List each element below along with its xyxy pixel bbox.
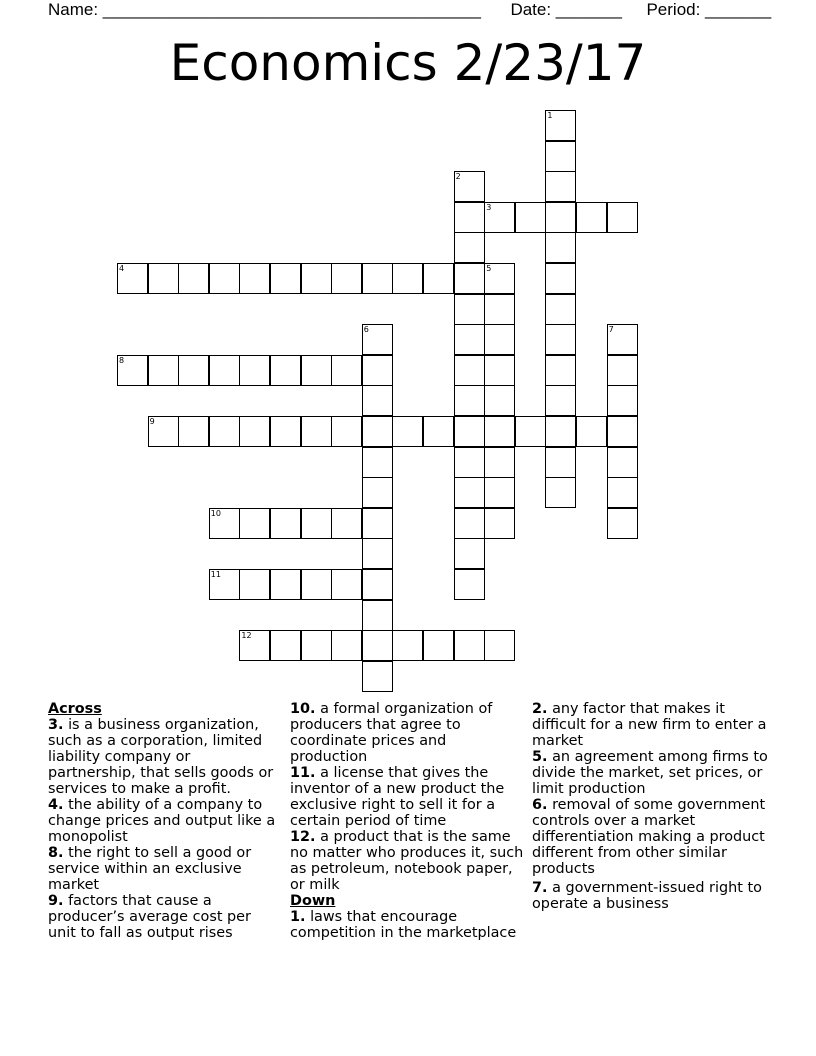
grid-cell[interactable] xyxy=(239,630,270,661)
grid-cell[interactable] xyxy=(545,447,576,478)
grid-cell[interactable] xyxy=(362,508,393,539)
grid-cell[interactable] xyxy=(454,171,485,202)
grid-cell[interactable] xyxy=(148,263,179,294)
grid-cell[interactable] xyxy=(301,416,332,447)
grid-cell[interactable] xyxy=(484,355,515,386)
grid-cell[interactable] xyxy=(331,569,362,600)
grid-cell[interactable] xyxy=(423,263,454,294)
clue-number-label: 9 xyxy=(149,417,155,426)
grid-cell[interactable] xyxy=(209,569,240,600)
grid-cell[interactable] xyxy=(607,477,638,508)
grid-cell[interactable] xyxy=(545,324,576,355)
grid-cell[interactable] xyxy=(454,477,485,508)
clues-column-3 xyxy=(532,701,772,912)
clue-number-label: 1 xyxy=(547,111,553,120)
grid-cell[interactable] xyxy=(454,324,485,355)
grid-cell[interactable] xyxy=(362,569,393,600)
grid-cell[interactable] xyxy=(392,416,423,447)
grid-cell[interactable] xyxy=(454,447,485,478)
grid-cell[interactable] xyxy=(484,447,515,478)
grid-cell[interactable] xyxy=(362,661,393,692)
across-heading: Across xyxy=(48,701,102,717)
clue-number-label: 12 xyxy=(241,631,252,641)
grid-cell[interactable] xyxy=(484,202,515,233)
clue-across-9: 9. factors that cause a producer’s average cost per unit to fall as output rises xyxy=(48,893,251,941)
grid-cell[interactable] xyxy=(239,263,270,294)
grid-cell[interactable] xyxy=(270,569,301,600)
grid-cell[interactable] xyxy=(545,294,576,325)
grid-cell[interactable] xyxy=(545,263,576,294)
clue-number-label: 10 xyxy=(210,508,221,518)
grid-cell[interactable] xyxy=(239,355,270,386)
grid-cell[interactable] xyxy=(454,385,485,416)
clue-number-label: 3 xyxy=(486,202,492,212)
grid-cell[interactable] xyxy=(607,447,638,478)
grid-cell[interactable] xyxy=(362,447,393,478)
grid-cell[interactable] xyxy=(545,355,576,386)
puzzle-title: Economics 2/23/17 xyxy=(169,34,647,92)
grid-cell[interactable] xyxy=(331,263,362,294)
clue-number-label: 8 xyxy=(119,355,125,365)
down-heading: Down xyxy=(290,893,336,909)
grid-cell[interactable] xyxy=(454,630,485,661)
grid-cell[interactable] xyxy=(301,508,332,539)
grid-cell[interactable] xyxy=(178,416,209,447)
grid-cell[interactable] xyxy=(270,263,301,294)
grid-cell[interactable] xyxy=(454,538,485,569)
grid-cell[interactable] xyxy=(301,630,332,661)
grid-cell[interactable] xyxy=(484,416,515,447)
grid-cell[interactable] xyxy=(331,416,362,447)
grid-cell[interactable] xyxy=(545,141,576,172)
grid-cell[interactable] xyxy=(545,171,576,202)
clue-across-11: 11. a license that gives the inventor of a new product the exclusive right to sell it for a certain period of time xyxy=(290,765,505,829)
grid-cell[interactable] xyxy=(209,355,240,386)
grid-cell[interactable] xyxy=(178,263,209,294)
grid-cell[interactable] xyxy=(607,508,638,539)
grid-cell[interactable] xyxy=(209,508,240,539)
grid-cell[interactable] xyxy=(209,416,240,447)
grid-cell[interactable] xyxy=(576,416,607,447)
grid-cell[interactable] xyxy=(270,508,301,539)
grid-cell[interactable] xyxy=(239,416,270,447)
grid-cell[interactable] xyxy=(239,569,270,600)
grid-cell[interactable] xyxy=(484,263,515,294)
clue-number-label: 11 xyxy=(210,570,221,579)
grid-cell[interactable] xyxy=(607,324,638,355)
grid-cell[interactable] xyxy=(209,263,240,294)
grid-cell[interactable] xyxy=(607,355,638,386)
grid-cell[interactable] xyxy=(117,355,148,386)
grid-cell[interactable] xyxy=(545,202,576,233)
clue-number-label: 4 xyxy=(119,264,125,273)
grid-cell[interactable] xyxy=(270,355,301,386)
grid-cell[interactable] xyxy=(545,110,576,141)
clue-down-6: 6. removal of some government controls over a market differentiation making a product different from other similar products xyxy=(532,797,766,877)
grid-cell[interactable] xyxy=(148,355,179,386)
grid-cell[interactable] xyxy=(392,263,423,294)
grid-cell[interactable] xyxy=(301,569,332,600)
grid-cell[interactable] xyxy=(301,263,332,294)
grid-cell[interactable] xyxy=(607,385,638,416)
clues-column-2 xyxy=(290,701,526,941)
grid-cell[interactable] xyxy=(484,630,515,661)
grid-cell[interactable] xyxy=(331,630,362,661)
grid-cell[interactable] xyxy=(423,630,454,661)
grid-cell[interactable] xyxy=(484,508,515,539)
clue-down-1: 1. laws that encourage competition in the marketplace xyxy=(290,909,517,941)
grid-cell[interactable] xyxy=(607,416,638,447)
grid-cell[interactable] xyxy=(239,508,270,539)
grid-cell[interactable] xyxy=(484,477,515,508)
grid-cell[interactable] xyxy=(454,202,485,233)
grid-cell[interactable] xyxy=(484,385,515,416)
grid-cell[interactable] xyxy=(331,508,362,539)
clue-down-7: 7. a government-issued right to operate a business xyxy=(532,880,762,912)
grid-cell[interactable] xyxy=(362,630,393,661)
grid-cell[interactable] xyxy=(484,294,515,325)
name-field[interactable]: Name: ________________________________________ xyxy=(48,0,481,19)
grid-cell[interactable] xyxy=(301,355,332,386)
grid-cell[interactable] xyxy=(392,630,423,661)
grid-cell[interactable] xyxy=(515,202,546,233)
grid-cell[interactable] xyxy=(607,202,638,233)
grid-cell[interactable] xyxy=(362,600,393,631)
grid-cell[interactable] xyxy=(362,324,393,355)
grid-cell[interactable] xyxy=(454,416,485,447)
date-field[interactable]: Date: _______ xyxy=(510,0,622,19)
period-field[interactable]: Period: _______ xyxy=(646,0,772,19)
clue-number-label: 2 xyxy=(455,172,461,182)
grid-cell[interactable] xyxy=(515,416,546,447)
grid-cell[interactable] xyxy=(148,416,179,447)
clue-across-4: 4. the ability of a company to change prices and output like a monopolist xyxy=(48,797,276,845)
clue-number-label: 5 xyxy=(486,264,492,273)
grid-cell[interactable] xyxy=(454,508,485,539)
grid-cell[interactable] xyxy=(362,385,393,416)
grid-cell[interactable] xyxy=(362,263,393,294)
clue-across-3: 3. is a business organization, such as a corporation, limited liability company or partnership, that sells goods or services to make a profit. xyxy=(48,717,274,797)
grid-cell[interactable] xyxy=(362,416,393,447)
clue-across-8: 8. the right to sell a good or service within an exclusive market xyxy=(48,845,252,893)
grid-cell[interactable] xyxy=(454,569,485,600)
grid-cell[interactable] xyxy=(270,630,301,661)
grid-cell[interactable] xyxy=(423,416,454,447)
clue-down-2: 2. any factor that makes it difficult for a new firm to enter a market xyxy=(532,701,767,749)
grid-cell[interactable] xyxy=(362,538,393,569)
clue-number-label: 7 xyxy=(608,325,614,335)
grid-cell[interactable] xyxy=(545,477,576,508)
grid-cell[interactable] xyxy=(331,355,362,386)
grid-cell[interactable] xyxy=(454,294,485,325)
clue-down-5: 5. an agreement among firms to divide the market, set prices, or limit production xyxy=(532,749,768,797)
grid-cell[interactable] xyxy=(545,416,576,447)
clue-number-label: 6 xyxy=(363,325,369,335)
grid-cell[interactable] xyxy=(270,416,301,447)
grid-cell[interactable] xyxy=(117,263,148,294)
grid-cell[interactable] xyxy=(545,385,576,416)
clue-across-10: 10. a formal organization of producers that agree to coordinate prices and production xyxy=(290,701,493,765)
grid-cell[interactable] xyxy=(576,202,607,233)
grid-cell[interactable] xyxy=(545,232,576,263)
clue-across-12: 12. a product that is the same no matter who produces it, such as petroleum, notebook paper, or milk xyxy=(290,829,524,893)
grid-cell[interactable] xyxy=(178,355,209,386)
grid-cell[interactable] xyxy=(362,477,393,508)
clues-column-1 xyxy=(48,701,280,941)
grid-cell[interactable] xyxy=(362,355,393,386)
grid-cell[interactable] xyxy=(484,324,515,355)
grid-cell[interactable] xyxy=(454,232,485,263)
grid-cell[interactable] xyxy=(454,263,485,294)
grid-cell[interactable] xyxy=(454,355,485,386)
